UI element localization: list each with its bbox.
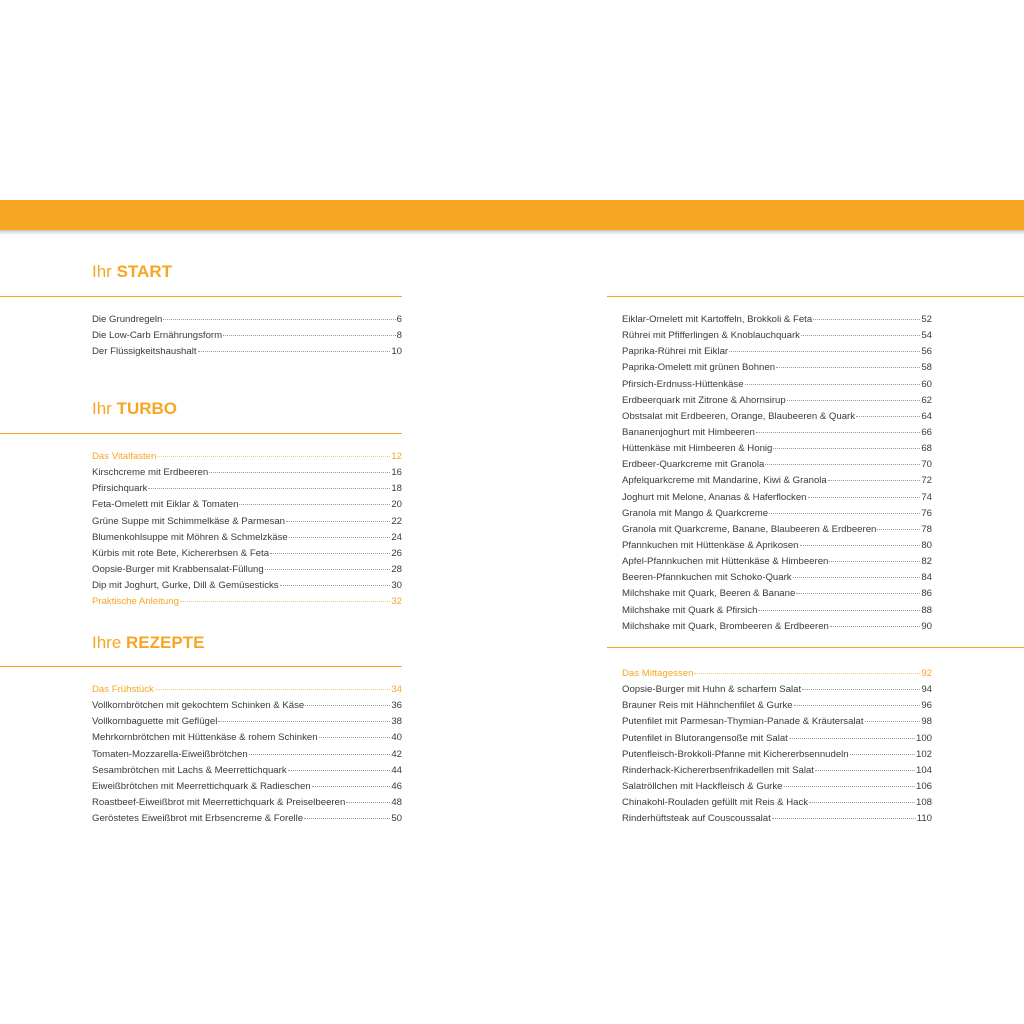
toc-entry (92, 328, 402, 344)
toc-entry-title: Oopsie-Burger mit Krabbensalat-Füllung (92, 563, 264, 575)
toc-entry-page-number: 70 (921, 459, 932, 471)
toc-dot-leader (815, 770, 915, 771)
toc-entry-page-number: 74 (921, 491, 932, 503)
toc-dot-leader (850, 754, 915, 755)
toc-chapter-entry (92, 594, 402, 610)
toc-entry (92, 578, 402, 594)
toc-dot-leader (772, 818, 916, 819)
toc-entry (92, 747, 402, 763)
toc-dot-leader (808, 497, 921, 498)
toc-entry (92, 779, 402, 795)
toc-entry-title: Oopsie-Burger mit Huhn & scharfem Salat (622, 684, 802, 696)
toc-entry-title: Brauner Reis mit Hähnchenfilet & Gurke (622, 700, 793, 712)
heading-start (92, 261, 172, 283)
toc-entry (92, 481, 402, 497)
toc-entry-page-number: 94 (921, 684, 932, 696)
toc-dot-leader (209, 472, 390, 473)
toc-entry (92, 530, 402, 546)
heading-start-title: START (116, 262, 172, 281)
heading-rezepte-title: REZEPTE (126, 633, 205, 652)
toc-entry (622, 570, 932, 586)
toc-entry-title: Hüttenkäse mit Himbeeren & Honig (622, 443, 773, 455)
toc-entry-page-number: 76 (921, 507, 932, 519)
toc-entry (622, 441, 932, 457)
toc-entry-title: Salatröllchen mit Hackfleisch & Gurke (622, 780, 783, 792)
toc-dot-leader (865, 721, 921, 722)
toc-entry-title: Die Grundregeln (92, 314, 163, 325)
toc-entry-page-number: 38 (391, 716, 402, 728)
toc-entry (622, 473, 932, 489)
toc-dot-leader (305, 705, 390, 706)
toc-dot-leader (773, 448, 920, 449)
divider-mittagessen (607, 647, 1024, 648)
toc-entry-page-number: 48 (391, 796, 402, 808)
toc-entry-page-number: 52 (921, 314, 932, 325)
toc-dot-leader (793, 577, 921, 578)
toc-dot-leader (877, 529, 920, 530)
toc-dot-leader (758, 610, 920, 611)
toc-dot-leader (180, 601, 390, 602)
toc-entry-page-number: 60 (921, 378, 932, 390)
toc-entry-page-number: 26 (391, 547, 402, 559)
toc-entry-title: Milchshake mit Quark, Beeren & Banane (622, 588, 796, 600)
toc-entry-page-number: 50 (391, 813, 402, 825)
toc-dot-leader (828, 480, 921, 481)
toc-entry (622, 425, 932, 441)
toc-entry-title: Bananenjoghurt mit Himbeeren (622, 426, 755, 438)
toc-dot-leader (239, 504, 390, 505)
toc-entry-page-number: 6 (396, 314, 402, 325)
toc-entry (622, 763, 932, 779)
toc-entry (92, 562, 402, 578)
toc-dot-leader (265, 569, 391, 570)
toc-entry-page-number: 20 (391, 499, 402, 511)
toc-entry (622, 619, 932, 635)
divider-start (0, 296, 402, 297)
toc-entry-page-number: 108 (915, 797, 932, 809)
toc-entry (92, 465, 402, 481)
toc-entry-page-number: 22 (391, 515, 402, 527)
toc-entry-page-number: 106 (915, 780, 932, 792)
toc-entry-title: Erdbeer-Quarkcreme mit Granola (622, 459, 765, 471)
toc-entry-title: Pfirsichquark (92, 483, 148, 495)
toc-start (92, 312, 402, 360)
toc-entry (92, 514, 402, 530)
toc-entry-title: Eiklar-Omelett mit Kartoffeln, Brokkoli & Feta (622, 314, 813, 325)
heading-turbo-prefix: Ihr (92, 399, 112, 418)
toc-dot-leader (829, 561, 920, 562)
toc-entry-page-number: 40 (391, 732, 402, 744)
toc-entry-title: Das Mittagessen (622, 668, 694, 679)
toc-entry (92, 698, 402, 714)
toc-entry-title: Kirschcreme mit Erdbeeren (92, 467, 209, 479)
heading-rezepte-prefix: Ihre (92, 633, 122, 652)
toc-entry-page-number: 18 (391, 483, 402, 495)
toc-entry-page-number: 102 (915, 748, 932, 760)
toc-entry-page-number: 92 (921, 668, 932, 679)
toc-entry-title: Milchshake mit Quark, Brombeeren & Erdbeeren (622, 620, 829, 632)
toc-dot-leader (800, 545, 921, 546)
divider-rezepte (0, 666, 402, 667)
toc-entry-page-number: 90 (921, 620, 932, 632)
toc-entry-page-number: 86 (921, 588, 932, 600)
toc-entry (622, 731, 932, 747)
toc-entry (622, 586, 932, 602)
toc-entry-title: Beeren-Pfannkuchen mit Schoko-Quark (622, 572, 792, 584)
toc-entry-page-number: 12 (391, 451, 402, 462)
toc-dot-leader (289, 537, 391, 538)
toc-entry (622, 328, 932, 344)
toc-entry (622, 490, 932, 506)
toc-entry-page-number: 24 (391, 531, 402, 543)
toc-dot-leader (319, 737, 391, 738)
toc-entry-title: Rinderhack-Kichererbsenfrikadellen mit Salat (622, 764, 814, 776)
toc-entry-title: Putenfilet in Blutorangensoße mit Salat (622, 732, 788, 744)
toc-entry-page-number: 110 (916, 813, 932, 825)
toc-entry-page-number: 34 (391, 684, 402, 695)
toc-entry-page-number: 104 (915, 764, 932, 776)
toc-entry (622, 457, 932, 473)
toc-entry-page-number: 30 (391, 580, 402, 592)
toc-entry-title: Das Frühstück (92, 684, 154, 695)
toc-entry-title: Joghurt mit Melone, Ananas & Haferflocken (622, 491, 807, 503)
toc-dot-leader (288, 770, 391, 771)
toc-entry-page-number: 36 (391, 700, 402, 712)
toc-entry-page-number: 68 (921, 443, 932, 455)
toc-entry-title: Tomaten-Mozzarella-Eiweißbrötchen (92, 748, 248, 760)
toc-dot-leader (784, 786, 915, 787)
toc-entry (92, 546, 402, 562)
toc-entry (92, 714, 402, 730)
toc-entry-title: Die Low-Carb Ernährungsform (92, 330, 223, 342)
toc-entry (92, 795, 402, 811)
toc-entry (622, 554, 932, 570)
heading-rezepte (92, 632, 204, 654)
top-color-band (0, 200, 1024, 230)
toc-entry-page-number: 64 (921, 410, 932, 422)
toc-entry-page-number: 84 (921, 572, 932, 584)
toc-entry-page-number: 100 (915, 732, 932, 744)
toc-entry (622, 522, 932, 538)
toc-entry (622, 409, 932, 425)
toc-dot-leader (794, 705, 921, 706)
toc-dot-leader (729, 351, 920, 352)
toc-dot-leader (789, 738, 915, 739)
toc-rezepte (92, 682, 402, 827)
toc-entry-page-number: 98 (921, 716, 932, 728)
toc-dot-leader (304, 818, 390, 819)
toc-entry-title: Chinakohl-Rouladen gefüllt mit Reis & Hack (622, 797, 809, 809)
toc-dot-leader (856, 416, 920, 417)
toc-entry-title: Paprika-Omelett mit grünen Bohnen (622, 362, 776, 374)
toc-entry (92, 497, 402, 513)
toc-entry-title: Pfirsich-Erdnuss-Hüttenkäse (622, 378, 744, 390)
toc-entry-page-number: 16 (391, 467, 402, 479)
toc-entry (622, 698, 932, 714)
toc-entry-page-number: 56 (921, 346, 932, 358)
top-band-shadow (0, 230, 1024, 235)
toc-entry-title: Feta-Omelett mit Eiklar & Tomaten (92, 499, 239, 511)
toc-dot-leader (157, 456, 390, 457)
toc-entry (92, 730, 402, 746)
toc-entry-title: Geröstetes Eiweißbrot mit Erbsencreme & Forelle (92, 813, 304, 825)
toc-entry (92, 811, 402, 827)
toc-dot-leader (765, 464, 920, 465)
toc-entry-page-number: 62 (921, 394, 932, 406)
toc-entry-title: Praktische Anleitung (92, 596, 179, 608)
toc-entry-page-number: 88 (921, 604, 932, 616)
heading-turbo-title: TURBO (116, 399, 178, 418)
toc-dot-leader (745, 384, 921, 385)
toc-dot-leader (769, 513, 920, 514)
toc-chapter-entry (92, 682, 402, 698)
toc-dot-leader (286, 521, 390, 522)
toc-entry (622, 312, 932, 328)
toc-dot-leader (280, 585, 391, 586)
toc-dot-leader (148, 488, 390, 489)
toc-entry (622, 779, 932, 795)
toc-entry-title: Putenfleisch-Brokkoli-Pfanne mit Kichererbsennudeln (622, 748, 849, 760)
toc-entry (622, 360, 932, 376)
toc-dot-leader (756, 432, 921, 433)
toc-entry-title: Rinderhüftsteak auf Couscoussalat (622, 813, 771, 825)
toc-entry (622, 393, 932, 409)
toc-entry-page-number: 28 (391, 563, 402, 575)
toc-entry (622, 682, 932, 698)
toc-dot-leader (776, 367, 920, 368)
toc-entry-page-number: 54 (921, 330, 932, 342)
toc-turbo (92, 449, 402, 610)
toc-entry-page-number: 32 (391, 596, 402, 608)
toc-entry-page-number: 46 (391, 780, 402, 792)
toc-dot-leader (801, 335, 920, 336)
toc-dot-leader (787, 400, 921, 401)
toc-dot-leader (155, 689, 390, 690)
toc-entry-title: Der Flüssigkeitshaushalt (92, 346, 197, 358)
toc-chapter-entry (92, 449, 402, 465)
toc-entry-title: Rührei mit Pfifferlingen & Knoblauchquark (622, 330, 800, 342)
toc-entry-page-number: 80 (921, 539, 932, 551)
toc-dot-leader (163, 319, 395, 320)
toc-entry-title: Pfannkuchen mit Hüttenkäse & Aprikosen (622, 539, 799, 551)
heading-start-prefix: Ihr (92, 262, 112, 281)
toc-dot-leader (830, 626, 920, 627)
divider-fruehstueck-cont (607, 296, 1024, 297)
toc-entry-page-number: 44 (391, 764, 402, 776)
toc-entry (92, 763, 402, 779)
toc-dot-leader (694, 673, 920, 674)
toc-entry (622, 811, 932, 827)
toc-mittagessen (622, 666, 932, 827)
toc-dot-leader (796, 593, 920, 594)
toc-fruehstueck-continued (622, 312, 932, 635)
toc-entry (92, 312, 402, 328)
toc-entry-page-number: 8 (396, 330, 402, 342)
toc-entry-title: Eiweißbrötchen mit Meerrettichquark & Radieschen (92, 780, 311, 792)
toc-dot-leader (809, 802, 915, 803)
toc-entry-title: Granola mit Quarkcreme, Banane, Blaubeeren & Erdbeeren (622, 523, 877, 535)
toc-dot-leader (223, 335, 396, 336)
toc-entry-title: Paprika-Rührei mit Eiklar (622, 346, 729, 358)
toc-entry-page-number: 96 (921, 700, 932, 712)
toc-entry-title: Das Vitalfasten (92, 451, 157, 462)
toc-entry-title: Grüne Suppe mit Schimmelkäse & Parmesan (92, 515, 286, 527)
toc-entry-title: Obstsalat mit Erdbeeren, Orange, Blaubeeren & Quark (622, 410, 856, 422)
toc-entry (622, 538, 932, 554)
toc-entry (622, 747, 932, 763)
toc-entry-title: Mehrkornbrötchen mit Hüttenkäse & rohem Schinken (92, 732, 318, 744)
toc-entry (622, 795, 932, 811)
toc-entry-page-number: 72 (921, 475, 932, 487)
toc-entry-title: Blumenkohlsuppe mit Möhren & Schmelzkäse (92, 531, 288, 543)
toc-dot-leader (270, 553, 390, 554)
toc-dot-leader (802, 689, 920, 690)
toc-entry (622, 344, 932, 360)
toc-entry-title: Putenfilet mit Parmesan-Thymian-Panade & Kräutersalat (622, 716, 864, 728)
toc-entry-title: Vollkornbrötchen mit gekochtem Schinken & Käse (92, 700, 305, 712)
toc-dot-leader (346, 802, 390, 803)
toc-entry-title: Apfelquarkcreme mit Mandarine, Kiwi & Granola (622, 475, 827, 487)
toc-entry (622, 603, 932, 619)
toc-dot-leader (249, 754, 391, 755)
toc-entry (622, 714, 932, 730)
toc-entry-title: Sesambrötchen mit Lachs & Meerrettichquark (92, 764, 287, 776)
toc-dot-leader (218, 721, 390, 722)
toc-entry-page-number: 78 (921, 523, 932, 535)
toc-entry-title: Roastbeef-Eiweißbrot mit Meerrettichquark & Preiselbeeren (92, 796, 346, 808)
toc-entry-title: Vollkornbaguette mit Geflügel (92, 716, 218, 728)
toc-chapter-entry (622, 666, 932, 682)
toc-entry-page-number: 82 (921, 556, 932, 568)
toc-entry-title: Kürbis mit rote Bete, Kichererbsen & Feta (92, 547, 270, 559)
toc-entry (622, 506, 932, 522)
heading-turbo (92, 398, 177, 420)
toc-dot-leader (813, 319, 920, 320)
toc-entry-page-number: 10 (391, 346, 402, 358)
toc-entry-title: Milchshake mit Quark & Pfirsich (622, 604, 758, 616)
toc-entry-title: Granola mit Mango & Quarkcreme (622, 507, 769, 519)
toc-entry-title: Erdbeerquark mit Zitrone & Ahornsirup (622, 394, 786, 406)
toc-dot-leader (312, 786, 391, 787)
toc-entry (92, 344, 402, 360)
toc-dot-leader (198, 351, 391, 352)
toc-entry-title: Dip mit Joghurt, Gurke, Dill & Gemüsesticks (92, 580, 279, 592)
toc-entry (622, 377, 932, 393)
toc-entry-page-number: 42 (391, 748, 402, 760)
toc-entry-title: Apfel-Pfannkuchen mit Hüttenkäse & Himbeeren (622, 556, 829, 568)
toc-entry-page-number: 66 (921, 426, 932, 438)
divider-turbo (0, 433, 402, 434)
toc-entry-page-number: 58 (921, 362, 932, 374)
